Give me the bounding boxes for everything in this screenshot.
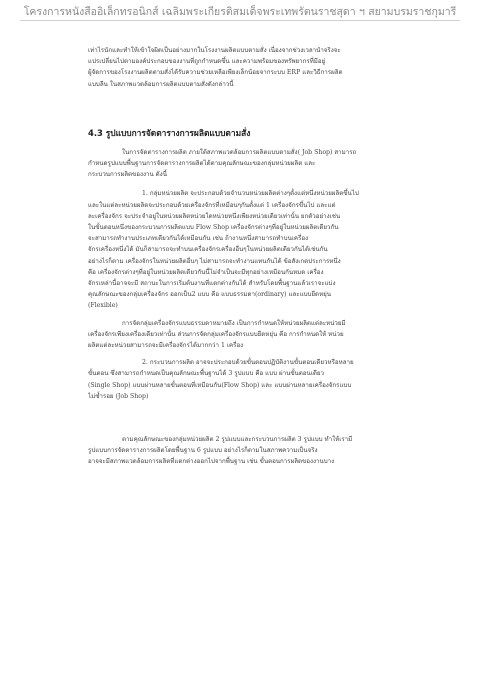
text-line: คือ เครื่องจักรต่างๆที่อยู่ในหน่วยผลิตเดียวกันนี้ไม่จำเป็นจะมีทุกอย่างเหมือนกันหมด เครื่อง xyxy=(88,268,324,276)
paragraph-process xyxy=(88,357,438,402)
section-heading: 4.3 รูปแบบการจัดตารางการผลิตแบบตามสั่ง xyxy=(88,127,251,138)
text-line: 2. กระบวนการผลิต อาจจะประกอบด้วยขั้นตอนปฏิบัติงานขั้นตอนเดียวหรือหลาย xyxy=(142,359,354,367)
paragraph-intro xyxy=(88,45,438,90)
text-line: ผลิตแต่ละหน่วยสามารถจะมีเครื่องจักรได้มากกว่า 1 เครื่อง xyxy=(88,342,244,350)
text-line: แบบลีน ในสภาพแวดล้อมการผลิตแบบตามสั่งดังกล่าวนี้ xyxy=(88,80,234,88)
paragraph-machine-groups xyxy=(88,188,438,311)
text-line: กำหนดรูปแบบพื้นฐานการจัดตารางการผลิตได้ตามคุณลักษณะของกลุ่มหน่วยผลิต และ xyxy=(88,160,316,168)
header-rule xyxy=(20,20,460,21)
header-title: โครงการหนังสืออิเล็กทรอนิกส์ เฉลิมพระเกียรติสมเด็จพระเทพรัตนราชสุดา ฯ สยามบรมราชกุมารี xyxy=(23,6,457,18)
text-line: 1. กลุ่มหน่วยผลิต จะประกอบด้วยจำนวนหน่วยผลิตต่างๆตั้งแต่หนึ่งหน่วยผลิตขึ้นไป xyxy=(142,190,359,198)
text-line: จะสามารถทำงานประเภทเดียวกันได้เหมือนกัน เช่น ถ้างานหนึ่งสามารถทำบนเครื่อง xyxy=(88,235,309,243)
text-line: คุณลักษณะของกลุ่มเครื่องจักร ออกเป็น2 แบบ คือ แบบธรรมดา(ordinary) และแบบยืดหยุ่น xyxy=(88,291,332,299)
text-line: จักรเหล่านี้อาจจะมี สถานะในการเริ่มต้นงานที่แตกต่างกันได้ สำหรับโดยพื้นฐานแล้วเราจะแบ่ง xyxy=(88,280,336,288)
text-line: ในขั้นตอนหนึ่งของกระบวนการผลิตแบบ Flow Shop เครื่องจักรต่างๆที่อยู่ในหน่วยผลิตเดียวกัน xyxy=(88,224,339,232)
text-line: การจัดกลุ่มเครื่องจักรแบบธรรมดาหมายถึง เป็นการกำหนดให้หน่วยผลิตแต่ละหน่วยมี xyxy=(122,319,346,327)
paragraph-grouping xyxy=(88,318,438,352)
page-body xyxy=(88,32,438,468)
text-line: ตามคุณลักษณะของกลุ่มหน่วยผลิต 2 รูปแบบและกระบวนการผลิต 3 รูปแบบ ทำให้เรามี xyxy=(122,436,353,444)
paragraph-scheduling xyxy=(88,147,438,181)
text-line: แปรเปลี่ยนไปตามองค์ประกอบของงานที่ถูกกำหนดขึ้น และความพร้อมของทรัพยากรที่มีอยู่ xyxy=(88,58,326,66)
text-line: ไม่ซ้ำรอย (Job Shop) xyxy=(88,392,149,400)
text-line: รูปแบบการจัดตารางการผลิตโดยพื้นฐาน 6 รูปแบบ อย่างไรก็ตามในสภาพความเป็นจริง xyxy=(88,447,318,455)
text-line: ในการจัดตารางการผลิต ภายใต้สภาพแวดล้อมการผลิตแบบตามสั่ง( Job Shop) สามารถ xyxy=(122,148,357,156)
text-line: (Single Shop) แบบผ่านหลายขั้นตอนที่เหมือนกัน(Flow Shop) และ แบบผ่านหลายเครื่องจักรแบบ xyxy=(88,381,352,389)
text-line: กระบวนการผลิตของงาน ดังนี้ xyxy=(88,171,167,179)
page-header xyxy=(0,0,480,22)
text-line: เครื่องจักรเพียงเครื่องเดียวเท่านั้น ส่วนการจัดกลุ่มเครื่องจักรแบบยืดหยุ่น คือ การกำหนดให้ หน่วย xyxy=(88,330,344,338)
text-line: ละเครื่องจักร จะประจำอยู่ในหน่วยผลิตหน่วยใดหน่วยหนึ่งเพียงหน่วยเดียวเท่านั้น ยกตัวอย่างเช่น xyxy=(88,212,341,220)
text-line: และในแต่ละหน่วยผลิตจะประกอบด้วยเครื่องจักรที่เหมือนๆกันตั้งแต่ 1 เครื่องจักรขึ้นไป และแต่ xyxy=(88,201,336,209)
text-line: (Flexible) xyxy=(88,302,118,310)
text-line: ผู้จัดการของโรงงานผลิตตามสั่งได้รับความช่วยเหลือเพียงเล็กน้อยจากระบบ ERP และวิธีการผลิต xyxy=(88,69,343,77)
text-line: อย่างไรก็ตาม เครื่องจักรในหน่วยผลิตอื่นๆ ไม่สามารถจะทำงานแทนกันได้ ข้อสังเกตประการหนึ่ง xyxy=(88,257,341,265)
paragraph-summary xyxy=(88,434,438,468)
text-line: อาจจะมีสภาพแวดล้อมการผลิตที่แตกต่างออกไปจากพื้นฐาน เช่น ขั้นตอนการผลิตของงานบาง xyxy=(88,458,335,466)
text-line: จักรเครื่องหนึ่งได้ มันก็สามารถจะทำบนเครื่องจักรเครื่องอื่นๆในหน่วยผลิตเดียวกันได้เช่นกัน xyxy=(88,246,328,254)
text-line: เท่าไรนักและทำให้เข้าใจผิดเป็นอย่างมากในโรงงานผลิตแบบตามสั่ง เนื่องจากช่วงเวลานำจริงจะ xyxy=(88,47,341,54)
text-line: ขั้นตอน ซึ่งสามารถกำหนดเป็นคุณลักษณะพื้นฐานได้ 3 รูปแบบ คือ แบบ ผ่านขั้นตอนเดียว xyxy=(88,370,324,378)
